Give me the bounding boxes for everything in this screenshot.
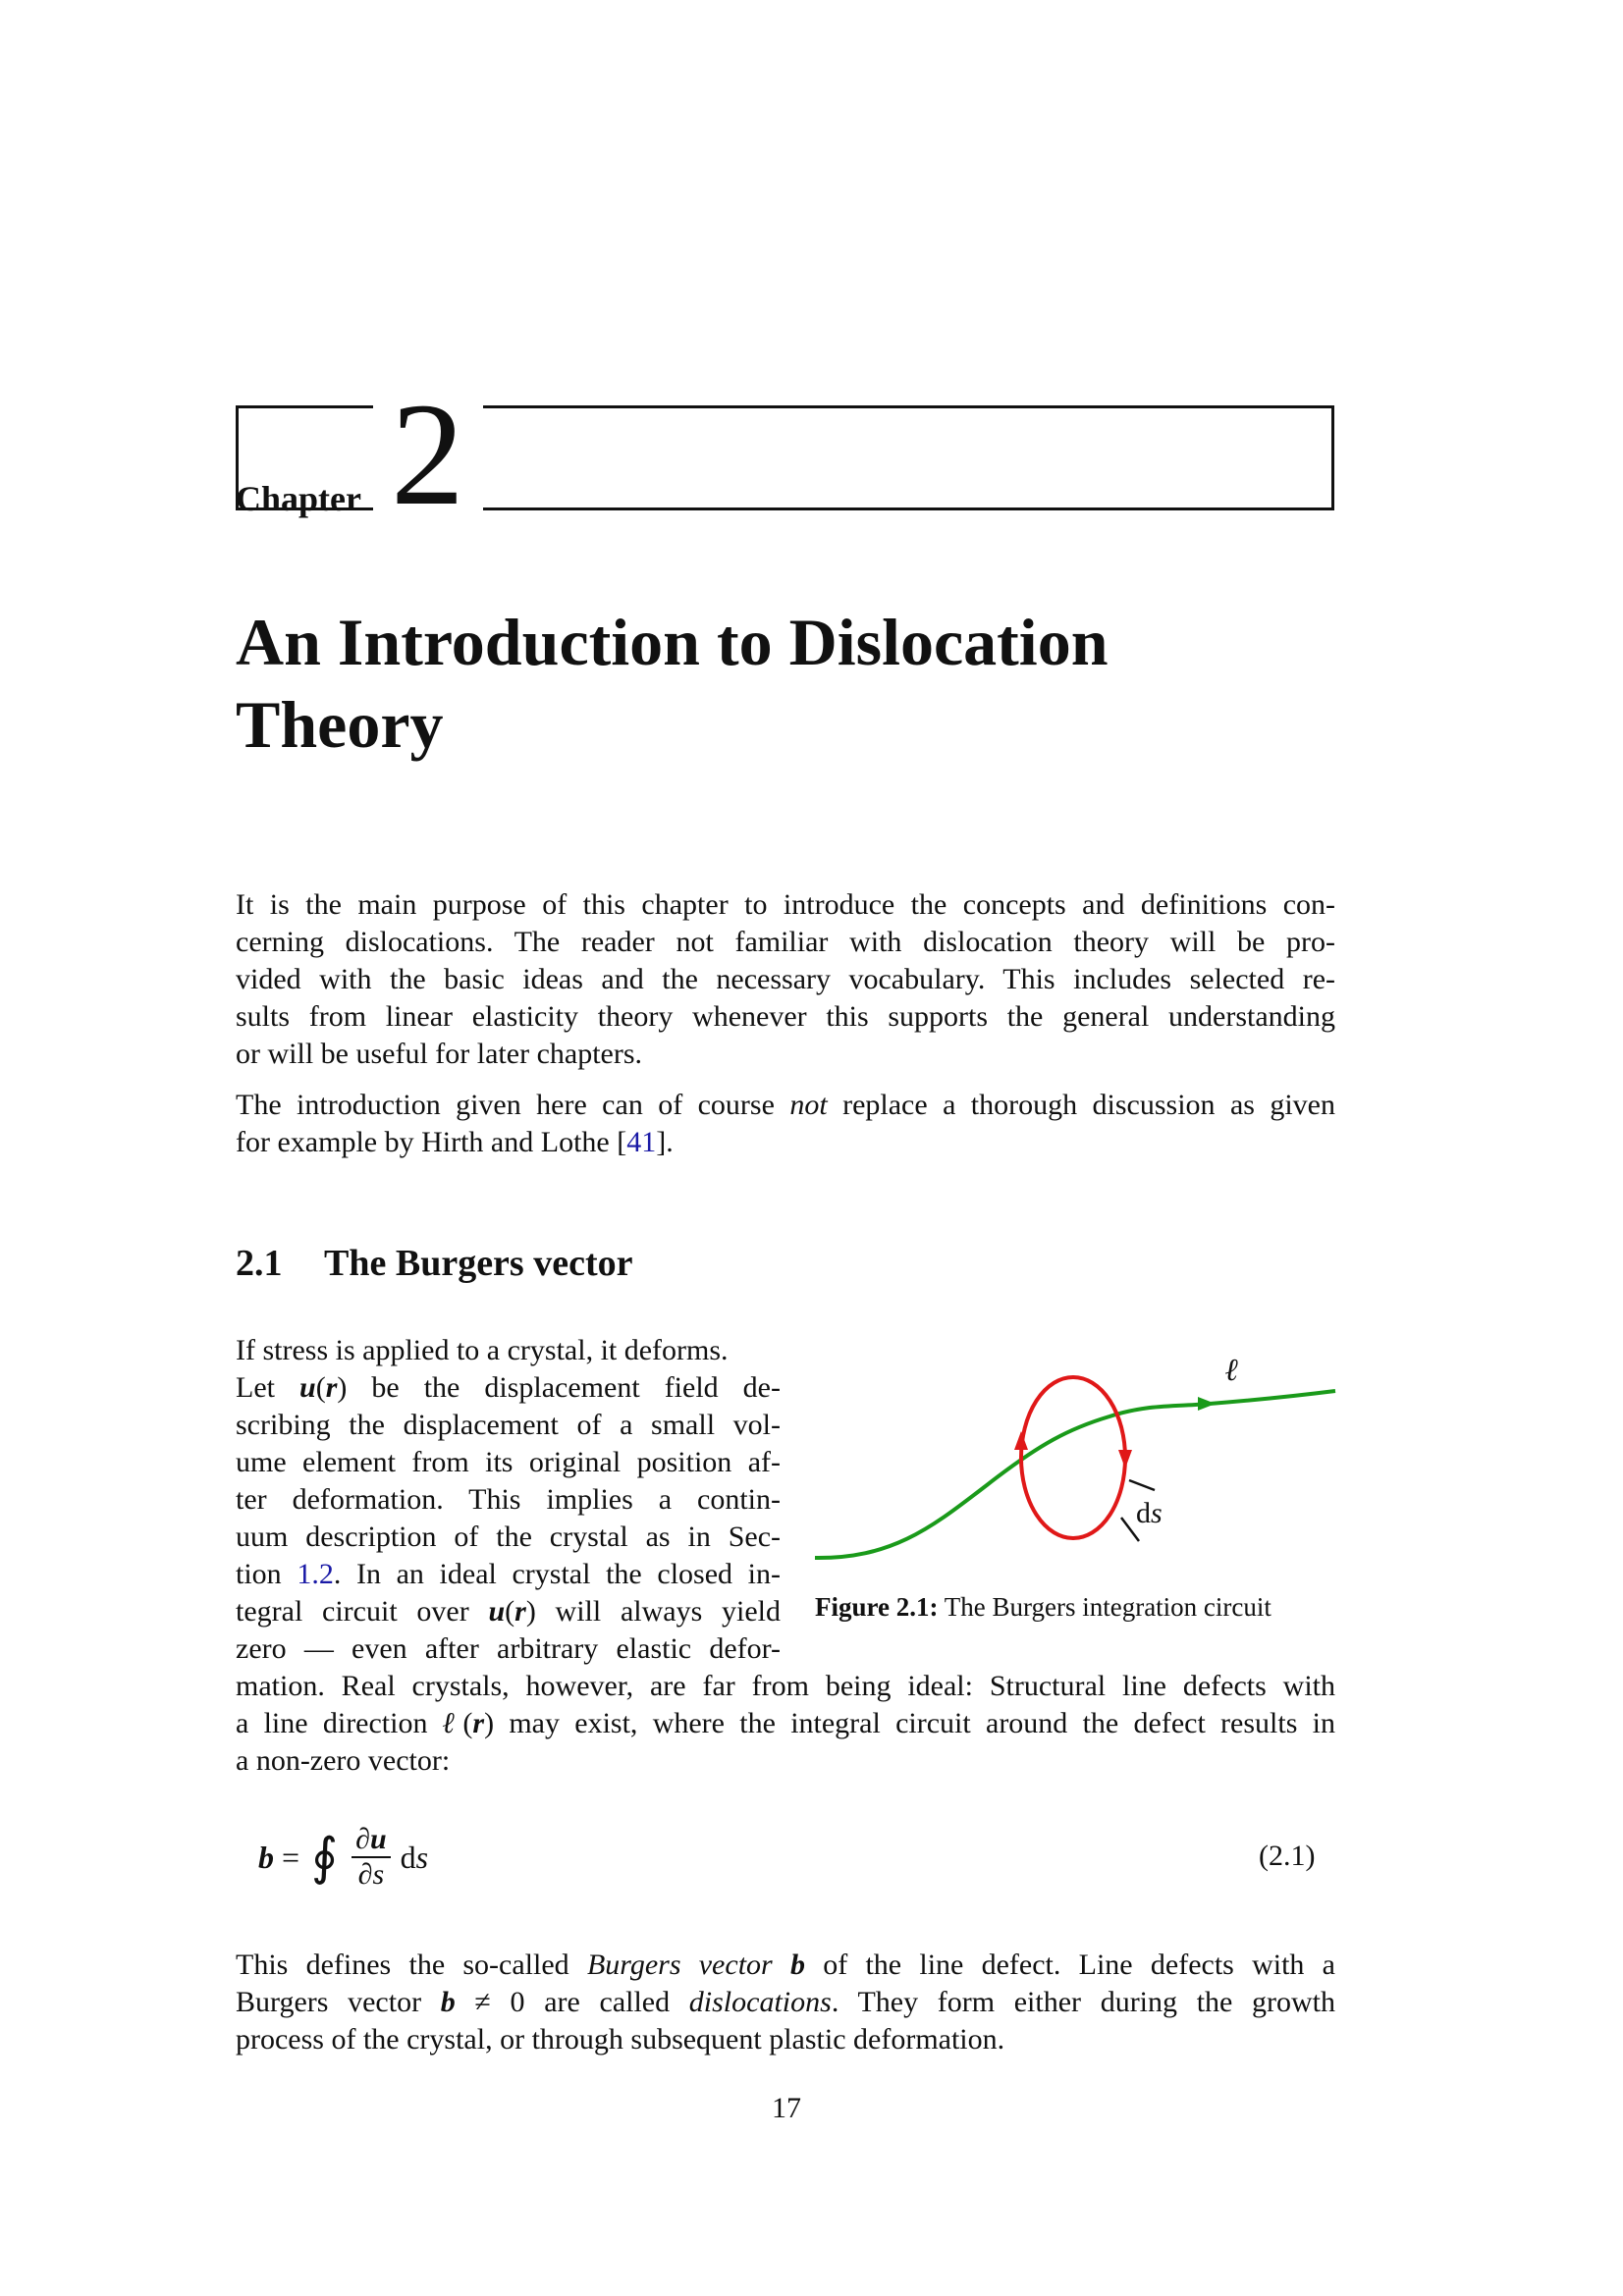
circuit-arrow-down [1118,1450,1132,1468]
math-symbol: b [789,1949,805,1981]
chapter-title-line1: An Introduction to Dislocation [236,605,1109,679]
emphasis: not [789,1089,828,1121]
chapter-title [236,601,1335,766]
text-line: vided with the basic ideas and the necessary vocabulary. This includes selected re- [236,963,1335,995]
text-run: may exist, where the integral circuit around the defect results in [494,1707,1335,1739]
text-run: of the line defect. Line defects with a [804,1949,1335,1981]
text-line [236,1947,1335,1984]
text-line [236,1124,1335,1161]
text-run: will always yield [535,1595,781,1628]
emphasis: Burgers vector [586,1949,773,1981]
dislocation-line [815,1391,1335,1558]
section-heading [236,1242,632,1285]
math-symbol: b [440,1986,456,2018]
text-run: The introduction given here can of course [236,1089,790,1121]
text-run: replace a thorough discussion as given [827,1089,1335,1121]
text-run: ]. [656,1126,674,1158]
after-equation-paragraph [236,1947,1335,2058]
text-run: This defines the so-called [236,1949,587,1981]
text-line: ter deformation. This implies a contin- [236,1483,781,1516]
math-symbol: r [514,1595,526,1628]
math-symbol: u [488,1595,506,1628]
body-wrapped-text [236,1332,781,1668]
eq-lhs: b [258,1839,274,1875]
burgers-circuit-figure [805,1345,1340,1580]
section-number: 2.1 [236,1243,283,1284]
text-run: . In an ideal crystal the closed in- [333,1558,781,1590]
text-line [236,1556,781,1593]
section-link[interactable]: 1.2 [297,1558,334,1590]
ds-tick-top [1129,1480,1155,1490]
text-line: ume element from its original position af- [236,1446,781,1478]
text-run: a line direction [236,1707,443,1739]
chapter-label: Chapter [236,479,361,518]
text-line [236,1705,1335,1742]
text-line: process of the crystal, or through subsequent plastic deformation. [236,2023,1005,2056]
text-line: cerning dislocations. The reader not familiar with dislocation theory will be pro- [236,926,1335,958]
emphasis: dislocations [688,1986,832,2018]
eq-s: s [415,1839,429,1875]
citation-link[interactable]: 41 [626,1126,657,1158]
text-line [236,1984,1335,2021]
text-run: Let [236,1371,299,1404]
eq-denominator: ∂s [357,1858,385,1891]
circuit-arrow-up [1014,1431,1028,1450]
figure-caption-label: Figure 2.1: [815,1592,939,1622]
text-run: ) [525,1595,536,1628]
text-run: ( [315,1371,326,1404]
text-run: . They form either during the growth [831,1986,1336,2018]
text-line [236,1369,781,1407]
math-symbol: ℓ [442,1707,463,1739]
chapter-number: 2 [391,373,464,536]
text-run: be the displacement field de- [347,1371,781,1404]
text-line: uum description of the crystal as in Sec- [236,1521,781,1553]
text-run: ( [462,1707,473,1739]
ds-label-s: s [1151,1497,1163,1529]
ds-label [1136,1497,1163,1529]
text-line: If stress is applied to a crystal, it deforms. [236,1334,729,1366]
equation-2-1 [258,1818,428,1896]
eq-contour-integral: ∮ [311,1830,339,1886]
burgers-circuit [1021,1377,1125,1538]
math-symbol: r [472,1707,485,1739]
eq-fraction [352,1823,391,1892]
figure-caption [815,1592,1271,1623]
math-symbol: u [299,1371,316,1404]
eq-d: d [400,1839,416,1875]
ds-label-d: d [1136,1497,1151,1529]
text-line: or will be useful for later chapters. [236,1038,643,1070]
text-run: tegral circuit over [236,1595,489,1628]
chapter-title-line2: Theory [236,687,444,762]
body-full-text [236,1668,1335,1780]
text-line: mation. Real crystals, however, are far from being ideal: Structural line defects with [236,1670,1335,1702]
text-line: a non-zero vector: [236,1744,451,1777]
intro-paragraph-1 [236,886,1335,1073]
text-run: Burgers vector [236,1986,441,2018]
text-run: ( [505,1595,515,1628]
text-line: scribing the displacement of a small vol- [236,1409,781,1441]
eq-numerator: ∂u [352,1823,391,1858]
eq-equals: = [274,1839,308,1875]
text-run: tion [236,1558,298,1590]
text-run: ) [484,1707,495,1739]
line-direction-arrow [1198,1397,1216,1411]
text-run: ≠ 0 are called [455,1986,689,2018]
text-line: It is the main purpose of this chapter to introduce the concepts and definitions con- [236,888,1335,921]
math-symbol: r [325,1371,338,1404]
line-direction-label: ℓ [1225,1351,1239,1388]
text-run: ) [337,1371,348,1404]
section-title: The Burgers vector [324,1243,633,1284]
text-line [236,1593,781,1630]
text-line: sults from linear elasticity theory whenever this supports the general understanding [236,1000,1335,1033]
figure-caption-text: The Burgers integration circuit [938,1592,1271,1622]
text-line [236,1087,1335,1124]
intro-paragraph-2 [236,1087,1335,1161]
page-number: 17 [772,2092,801,2124]
equation-number: (2.1) [1259,1840,1316,1872]
text-line: zero — even after arbitrary elastic defor- [236,1632,781,1665]
text-run: for example by Hirth and Lothe [ [236,1126,627,1158]
